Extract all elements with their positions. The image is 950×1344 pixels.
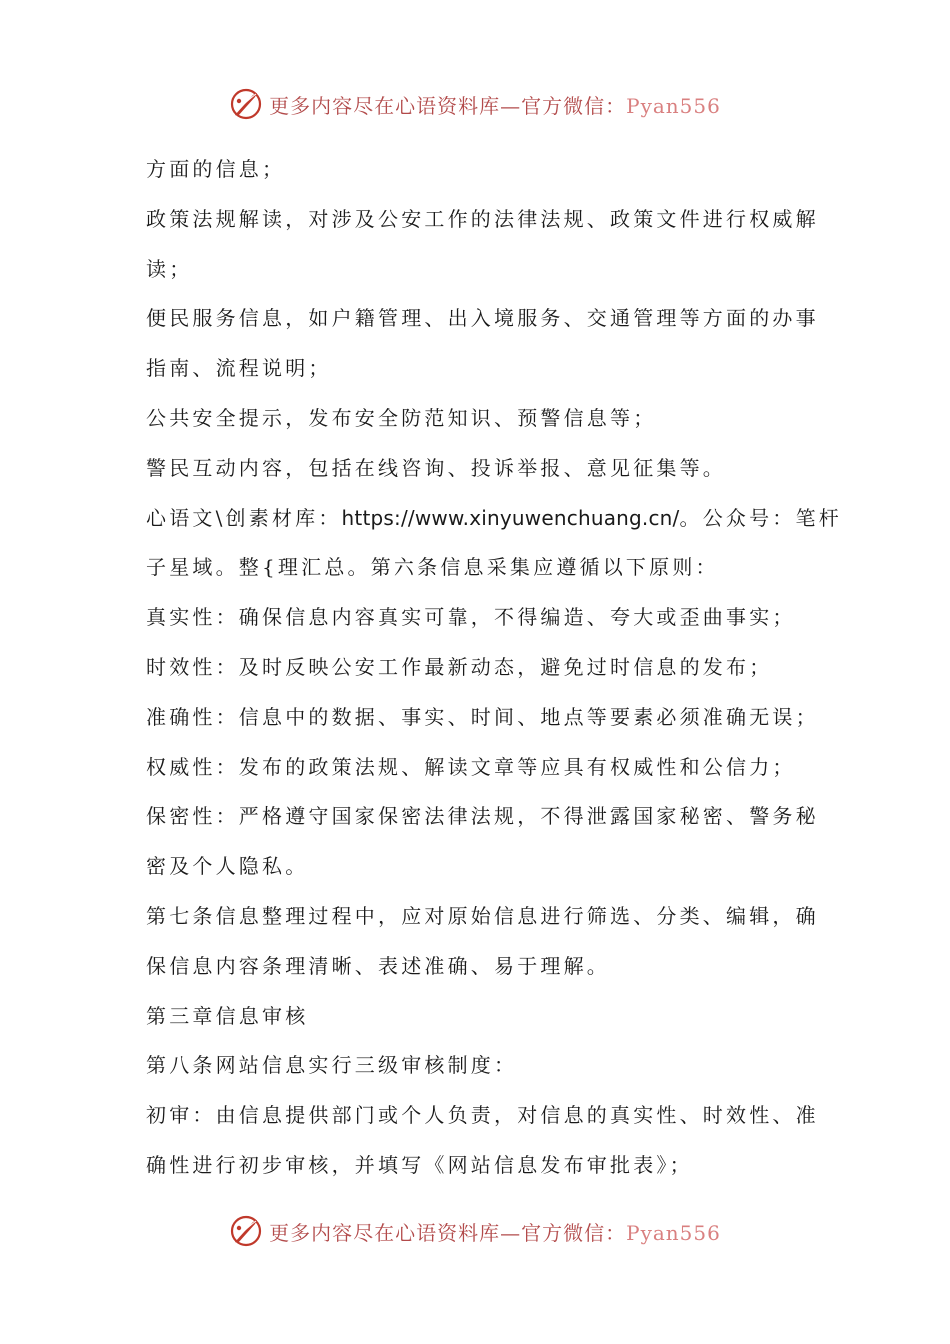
body-line: 时效性：及时反映公安工作最新动态，避免过时信息的发布； (146, 654, 773, 679)
body-line: 权威性：发布的政策法规、解读文章等应具有权威性和公信力； (146, 754, 796, 779)
quill-logo-icon (229, 87, 263, 121)
link-prefix: 心语文\创素材库： (146, 505, 342, 530)
body-line: 政策法规解读，对涉及公安工作的法律法规、政策文件进行权威解 (146, 206, 819, 231)
header-banner (0, 84, 950, 124)
body-line: 便民服务信息，如户籍管理、出入境服务、交通管理等方面的办事 (146, 306, 819, 331)
body-line-with-link (146, 494, 842, 544)
body-line: 初审：由信息提供部门或个人负责，对信息的真实性、时效性、准 (146, 1103, 819, 1128)
body-line: 子星域。整{理汇总。第六条信息采集应遵循以下原则： (146, 555, 719, 580)
body-line: 方面的信息； (146, 157, 286, 181)
website-url: https://www.xinyuwenchuang.cn/ (341, 505, 680, 530)
body-line: 准确性：信息中的数据、事实、时间、地点等要素必须准确无误； (146, 704, 819, 729)
banner-text (269, 1217, 721, 1246)
body-line: 保密性：严格遵守国家保密法律法规，不得泄露国家秘密、警务秘 (146, 804, 819, 829)
body-line: 保信息内容条理清晰、表述准确、易于理解。 (146, 953, 610, 978)
quill-logo-icon (229, 1214, 263, 1248)
body-line: 第八条网站信息实行三级审核制度： (146, 1053, 518, 1078)
body-line: 警民互动内容，包括在线咨询、投诉举报、意见征集等。 (146, 455, 726, 480)
document-body (146, 145, 842, 1191)
body-line: 读； (146, 256, 193, 281)
banner-slogan: 更多内容尽在心语资料库—官方微信： (269, 1220, 627, 1245)
banner-slogan: 更多内容尽在心语资料库—官方微信： (269, 93, 627, 118)
body-line: 密及个人隐私。 (146, 854, 309, 879)
body-line: 第七条信息整理过程中，应对原始信息进行筛选、分类、编辑，确 (146, 903, 819, 928)
link-suffix: 。公众号：笔杆 (679, 505, 842, 530)
banner-text (269, 90, 721, 119)
body-line: 真实性：确保信息内容真实可靠，不得编造、夸大或歪曲事实； (146, 605, 796, 630)
body-line: 确性进行初步审核，并填写《网站信息发布审批表》； (146, 1152, 693, 1177)
footer-banner (0, 1211, 950, 1251)
body-line: 公共安全提示，发布安全防范知识、预警信息等； (146, 405, 657, 430)
banner-wechat-id: Pyan556 (626, 93, 721, 118)
chapter-heading: 第三章信息审核 (146, 1003, 309, 1028)
body-line: 指南、流程说明； (146, 356, 332, 381)
banner-wechat-id: Pyan556 (626, 1220, 721, 1245)
